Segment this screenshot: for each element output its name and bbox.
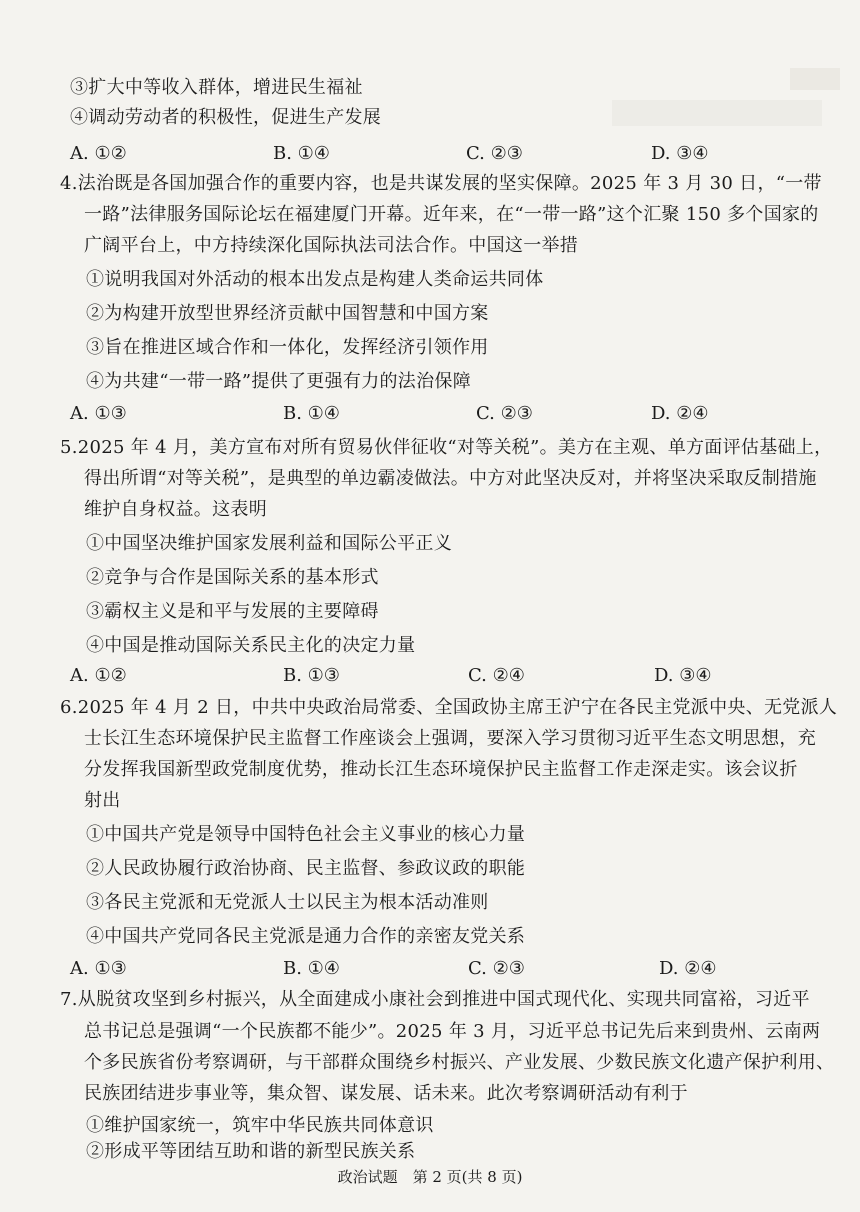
question-6-stem: 分发挥我国新型政党制度优势，推动长江生态环境保护民主监督工作走深走实。该会议折 — [84, 759, 798, 780]
answer-choice-c: C. ②③ — [466, 143, 523, 164]
option-item: ④为共建“一带一路”提供了更强有力的法治保障 — [86, 371, 472, 392]
question-4-stem: 4.法治既是各国加强合作的重要内容，也是共谋发展的坚实保障。2025 年 3 月 30 日，“一带 — [60, 173, 822, 194]
answer-choice-c: C. ②④ — [468, 665, 525, 686]
option-item: ③扩大中等收入群体，增进民生福祉 — [70, 77, 363, 98]
question-7-stem: 个多民族省份考察调研，与干部群众围绕乡村振兴、产业发展、少数民族文化遗产保护利用、 — [84, 1052, 835, 1073]
show-through-shadow — [612, 100, 822, 126]
question-4-stem: 一路”法律服务国际论坛在福建厦门开幕。近年来，在“一带一路”这个汇聚 150 多个国家的 — [84, 204, 819, 225]
page-footer: 政治试题 第 2 页(共 8 页) — [337, 1168, 523, 1186]
question-4-stem: 广阔平台上，中方持续深化国际执法司法合作。中国这一举措 — [84, 235, 579, 256]
answer-choice-b: B. ①④ — [283, 958, 340, 979]
option-item: ①维护国家统一，筑牢中华民族共同体意识 — [86, 1115, 434, 1136]
option-item: ①中国坚决维护国家发展利益和国际公平正义 — [86, 533, 452, 554]
question-5-stem: 5.2025 年 4 月，美方宣布对所有贸易伙伴征收“对等关税”。美方在主观、单方面评估基础上， — [60, 437, 833, 458]
answer-choice-c: C. ②③ — [476, 403, 533, 424]
answer-choice-b: B. ①④ — [283, 403, 340, 424]
question-7-stem: 民族团结进步事业等，集众智、谋发展、话未来。此次考察调研活动有利于 — [84, 1083, 688, 1104]
option-item: ①说明我国对外活动的根本出发点是构建人类命运共同体 — [86, 269, 544, 290]
option-item: ①中国共产党是领导中国特色社会主义事业的核心力量 — [86, 824, 526, 845]
question-7-stem: 总书记总是强调“一个民族都不能少”。2025 年 3 月，习近平总书记先后来到贵州、云南两 — [84, 1021, 821, 1042]
question-6-stem: 射出 — [84, 790, 121, 811]
option-item: ③各民主党派和无党派人士以民主为根本活动准则 — [86, 892, 489, 913]
option-item: ④调动劳动者的积极性，促进生产发展 — [70, 107, 382, 128]
answer-choice-c: C. ②③ — [468, 958, 525, 979]
option-item: ③霸权主义是和平与发展的主要障碍 — [86, 601, 379, 622]
answer-choice-d: D. ②④ — [651, 403, 709, 424]
option-item: ④中国共产党同各民主党派是通力合作的亲密友党关系 — [86, 926, 526, 947]
answer-choice-a: A. ①③ — [70, 403, 127, 424]
answer-choice-d: D. ③④ — [651, 143, 709, 164]
question-7-stem: 7.从脱贫攻坚到乡村振兴，从全面建成小康社会到推进中国式现代化、实现共同富裕，习近平 — [60, 989, 810, 1010]
answer-choice-b: B. ①④ — [273, 143, 330, 164]
option-item: ②竞争与合作是国际关系的基本形式 — [86, 567, 379, 588]
question-5-stem: 得出所谓“对等关税”，是典型的单边霸凌做法。中方对此坚决反对，并将坚决采取反制措施 — [84, 468, 817, 489]
option-item: ④中国是推动国际关系民主化的决定力量 — [86, 635, 416, 656]
answer-choice-d: D. ③④ — [654, 665, 712, 686]
answer-choice-a: A. ①② — [70, 143, 127, 164]
question-6-stem: 6.2025 年 4 月 2 日，中共中央政治局常委、全国政协主席王沪宁在各民主党派中央、无党派人 — [60, 697, 838, 718]
question-6-stem: 士长江生态环境保护民主监督工作座谈会上强调，要深入学习贯彻习近平生态文明思想，充 — [84, 728, 816, 749]
question-5-stem: 维护自身权益。这表明 — [84, 499, 267, 520]
option-item: ②为构建开放型世界经济贡献中国智慧和中国方案 — [86, 303, 489, 324]
show-through-shadow — [790, 68, 840, 90]
option-item: ②人民政协履行政治协商、民主监督、参政议政的职能 — [86, 858, 526, 879]
option-item: ②形成平等团结互助和谐的新型民族关系 — [86, 1141, 416, 1162]
answer-choice-a: A. ①③ — [70, 958, 127, 979]
answer-choice-a: A. ①② — [70, 665, 127, 686]
option-item: ③旨在推进区域合作和一体化，发挥经济引领作用 — [86, 337, 489, 358]
answer-choice-b: B. ①③ — [283, 665, 340, 686]
answer-choice-d: D. ②④ — [659, 958, 717, 979]
